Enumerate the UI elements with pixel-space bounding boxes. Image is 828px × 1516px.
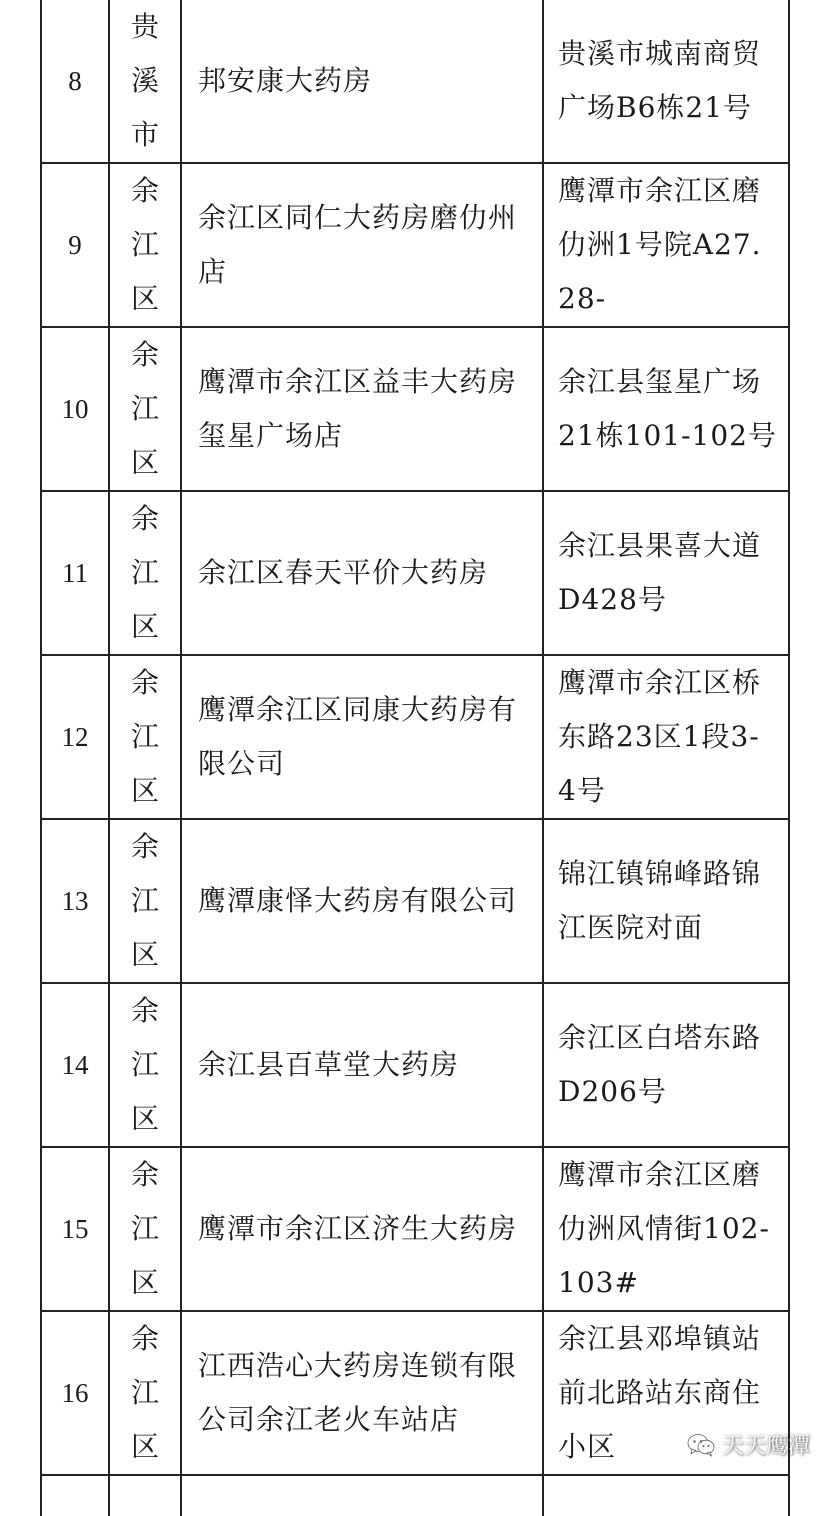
wechat-icon	[686, 1432, 716, 1458]
pharmacy-name: 邦安康大药房	[181, 0, 543, 163]
city-char: 贵	[130, 10, 159, 43]
city-char: 余	[130, 1322, 159, 1355]
row-number: 14	[41, 983, 109, 1147]
city-char: 区	[130, 938, 159, 971]
pharmacy-name: 余江县百草堂大药房	[181, 983, 543, 1147]
pharmacy-name: 鹰潭市余江区济生大药房	[181, 1147, 543, 1311]
watermark	[686, 1429, 810, 1460]
city-char: 余	[130, 174, 159, 207]
row-number: 15	[41, 1147, 109, 1311]
row-number: 8	[41, 0, 109, 163]
table-row	[41, 983, 789, 1147]
table-cell-empty	[109, 1475, 181, 1516]
city-char: 区	[130, 1102, 159, 1135]
row-number: 9	[41, 163, 109, 327]
row-city	[109, 491, 181, 655]
pharmacy-address: 贵溪市城南商贸广场B6栋21号	[543, 0, 789, 163]
pharmacy-name: 鹰潭康怿大药房有限公司	[181, 819, 543, 983]
city-char: 江	[130, 1376, 159, 1409]
city-char: 江	[130, 228, 159, 261]
pharmacy-address: 鹰潭市余江区磨仂洲1号院A27.28-	[543, 163, 789, 327]
city-char: 江	[130, 556, 159, 589]
row-city	[109, 983, 181, 1147]
pharmacy-address: 鹰潭市余江区桥东路23区1段3-4号	[543, 655, 789, 819]
city-char: 余	[130, 830, 159, 863]
table-row	[41, 491, 789, 655]
row-city	[109, 1311, 181, 1475]
row-city	[109, 0, 181, 163]
pharmacy-address: 锦江镇锦峰路锦江医院对面	[543, 819, 789, 983]
table-row	[41, 655, 789, 819]
city-char: 余	[130, 666, 159, 699]
row-city	[109, 819, 181, 983]
pharmacy-name: 余江区同仁大药房磨仂州店	[181, 163, 543, 327]
watermark-text: 天天鹰潭	[721, 1434, 810, 1459]
row-city	[109, 655, 181, 819]
table-cell-empty	[181, 1475, 543, 1516]
city-char: 江	[130, 1048, 159, 1081]
city-char: 市	[130, 118, 159, 151]
table-row	[41, 0, 789, 163]
row-number: 11	[41, 491, 109, 655]
city-char: 江	[130, 392, 159, 425]
row-number: 13	[41, 819, 109, 983]
table-cell-empty	[41, 1475, 109, 1516]
row-number: 16	[41, 1311, 109, 1475]
table-cell-empty	[543, 1475, 789, 1516]
city-char: 余	[130, 338, 159, 371]
city-char: 余	[130, 1158, 159, 1191]
table-row	[41, 1311, 789, 1475]
city-char: 区	[130, 1430, 159, 1463]
pharmacy-address: 余江县玺星广场21栋101-102号	[543, 327, 789, 491]
table-row-partial	[41, 1475, 789, 1516]
row-number: 10	[41, 327, 109, 491]
pharmacy-table-body	[41, 0, 789, 1516]
pharmacy-name: 鹰潭余江区同康大药房有限公司	[181, 655, 543, 819]
city-char: 区	[130, 446, 159, 479]
city-char: 区	[130, 774, 159, 807]
city-char: 江	[130, 1212, 159, 1245]
city-char: 区	[130, 1266, 159, 1299]
pharmacy-address: 余江县果喜大道D428号	[543, 491, 789, 655]
city-char: 余	[130, 502, 159, 535]
city-char: 江	[130, 720, 159, 753]
city-char: 余	[130, 994, 159, 1027]
table-row	[41, 819, 789, 983]
pharmacy-address: 鹰潭市余江区磨仂洲风情街102-103#	[543, 1147, 789, 1311]
pharmacy-name: 余江区春天平价大药房	[181, 491, 543, 655]
pharmacy-address: 余江区白塔东路D206号	[543, 983, 789, 1147]
pharmacy-name: 鹰潭市余江区益丰大药房玺星广场店	[181, 327, 543, 491]
city-char: 江	[130, 884, 159, 917]
pharmacy-address: 余江县邓埠镇站前北路站东商住小区	[543, 1311, 789, 1475]
pharmacy-table	[40, 0, 790, 1516]
table-row	[41, 327, 789, 491]
row-city	[109, 163, 181, 327]
row-city	[109, 1147, 181, 1311]
city-char: 溪	[130, 64, 159, 97]
table-row	[41, 1147, 789, 1311]
city-char: 区	[130, 610, 159, 643]
table-row	[41, 163, 789, 327]
pharmacy-name: 江西浩心大药房连锁有限公司余江老火车站店	[181, 1311, 543, 1475]
city-char: 区	[130, 282, 159, 315]
row-city	[109, 327, 181, 491]
row-number: 12	[41, 655, 109, 819]
